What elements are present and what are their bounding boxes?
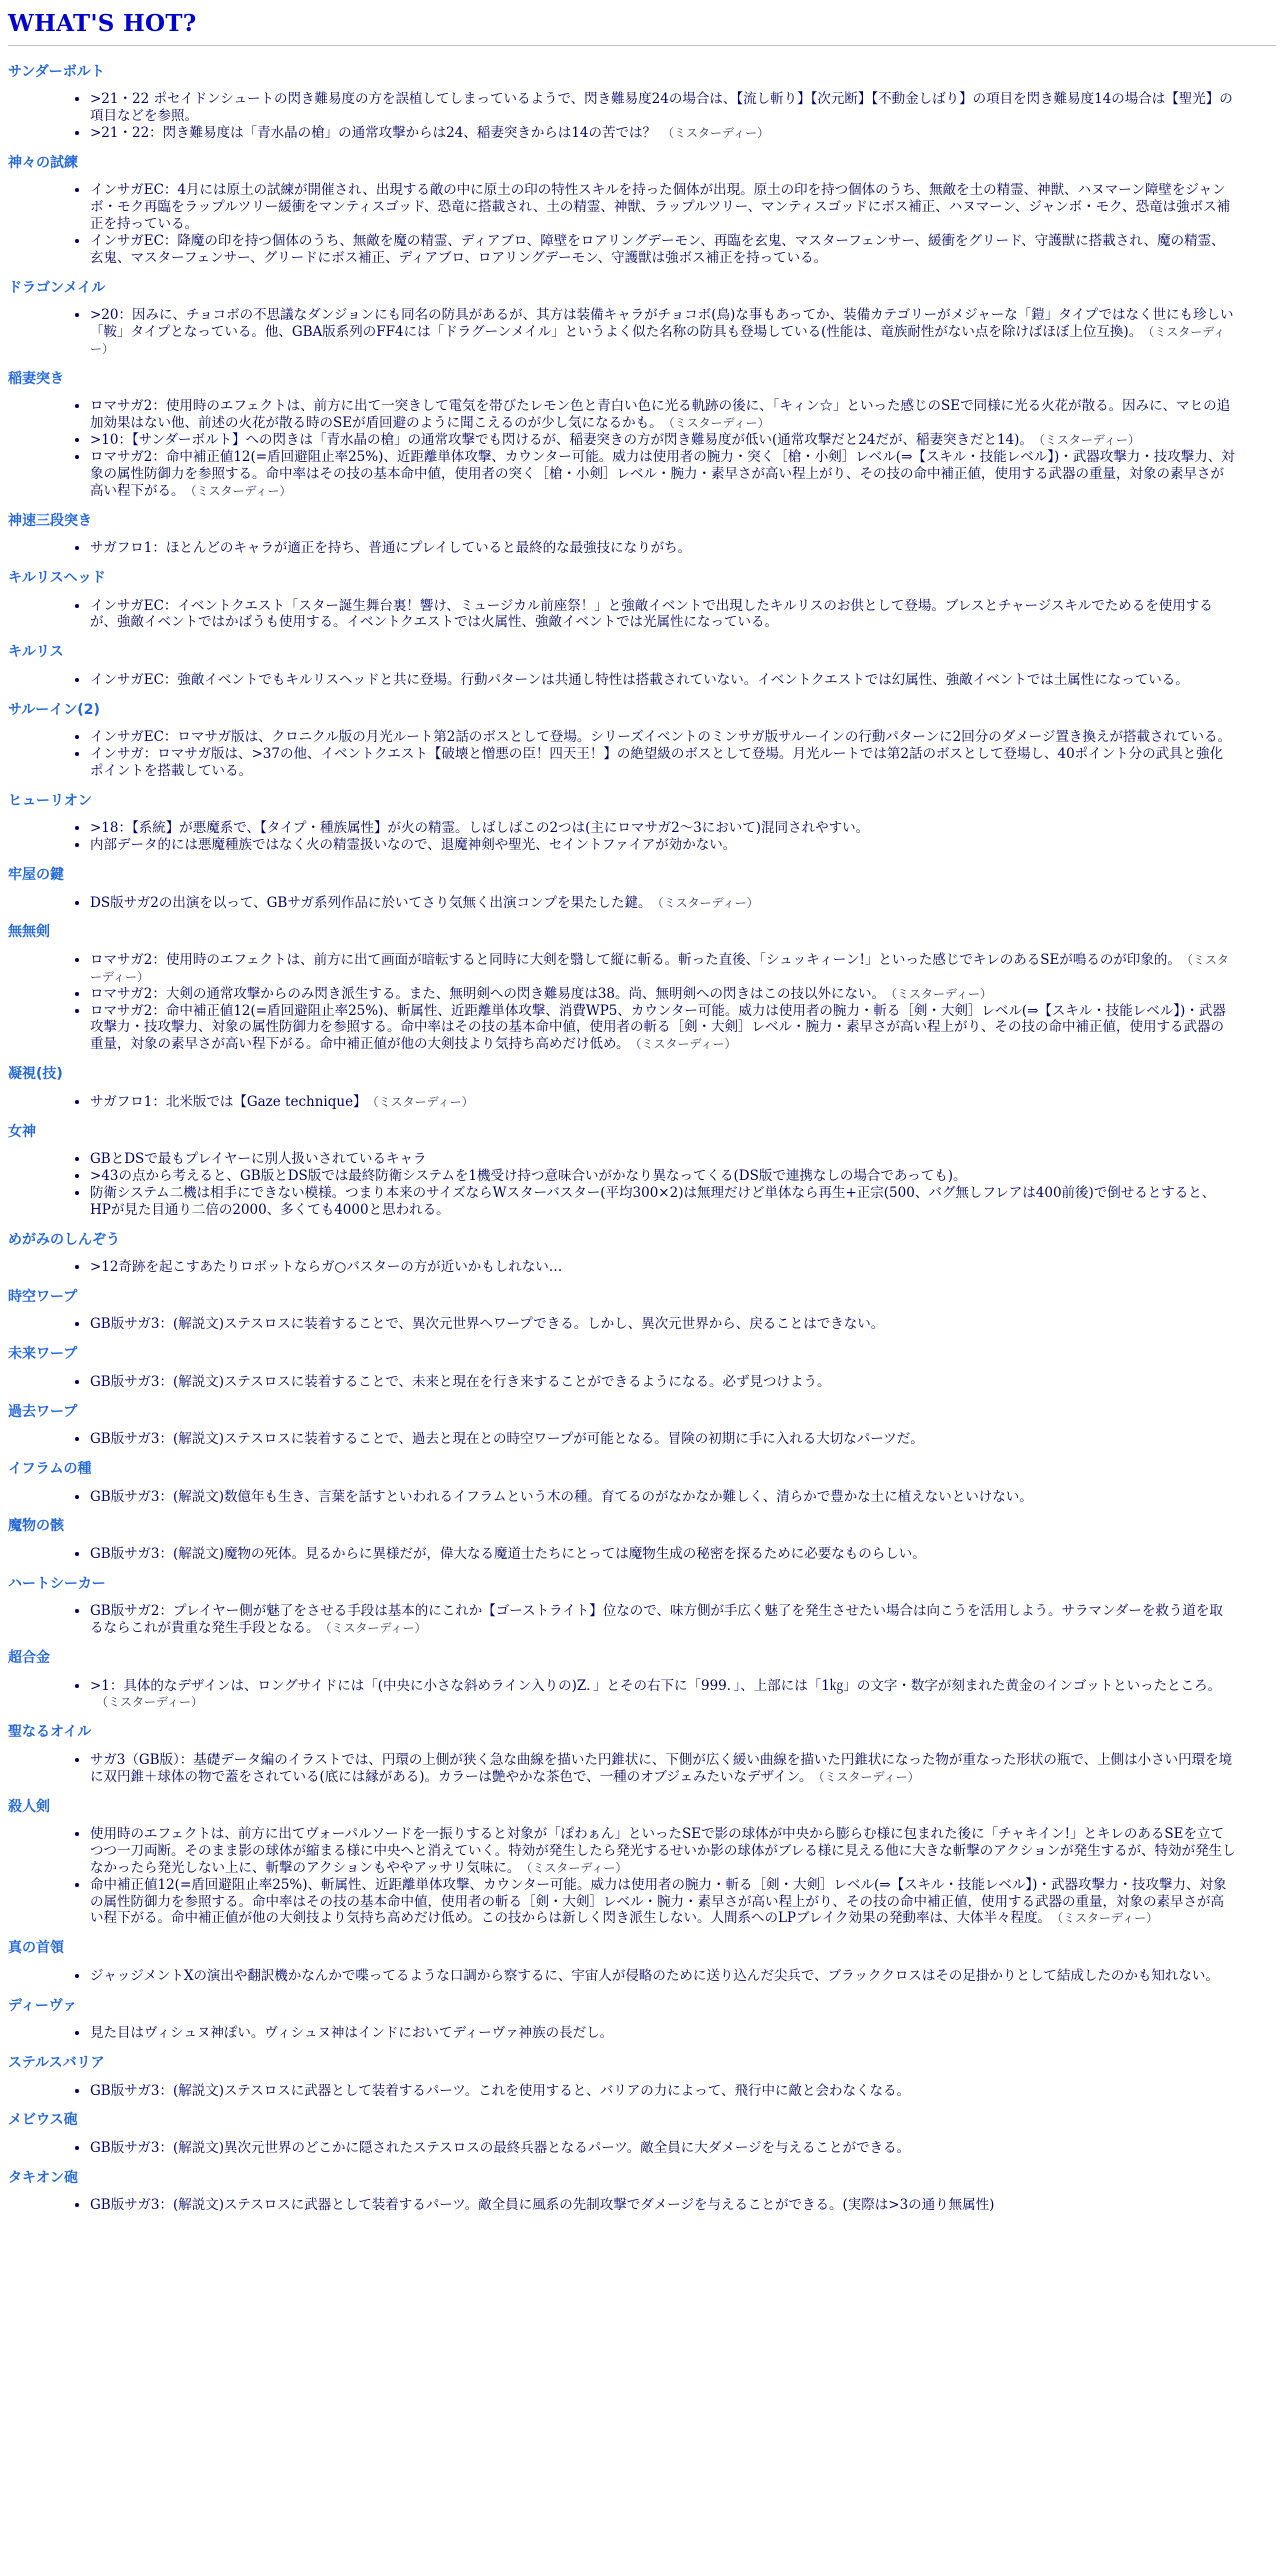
entry-signature: （ミスターディー） [818,1769,920,1784]
entry-signature: （ミスターディー） [96,1695,204,1710]
section-heading[interactable]: 過去ワープ [8,1403,78,1420]
list-item [90,182,1276,233]
list-item [90,1374,1276,1391]
list-item [90,1431,1276,1448]
entry-text: >21・22：閃き難易度は「青水晶の槍」の通常攻撃からは24、稲妻突きからは14の苦では？ [90,125,657,141]
list-item [90,1877,1276,1928]
entry-list [8,2083,1276,2100]
section [8,1576,1276,1637]
list-item [90,986,1276,1003]
entry-list [8,820,1276,854]
section [8,1799,1276,1928]
entry-list [8,1603,1276,1637]
entry-text: サガフロ1：北米版では【Gaze technique】 [90,1093,367,1110]
entry-text: ロマサガ2：命中補正値12(=盾回避阻止率25%)、近距離単体攻撃、カウンター可能。威力は使用者の腕力・突く［槍・小剣］レベル(⇒【スキル・技能レベル】)・武器攻撃力・技攻撃力、対象の属性防御力を参照する。命中率はその技の基本命中値，使用者の突く［槍・小剣］レベル・腕力・素早さが高い程上がり、その技の命中補正値，使用する武器の重量，対象の素早さが高い程下がる。 [90,449,1235,499]
entry-text: ジャッジメントXの演出や翻訳機かなんかで喋ってるような口調から察するに、宇宙人が侵略のために送り込んだ尖兵で、ブラッククロスはその足掛かりとして結成したのかも知れない。 [90,1967,1219,1984]
entry-list [8,91,1276,142]
section-heading[interactable]: 牢屋の鍵 [8,867,64,883]
entry-text: ロマサガ2：使用時のエフェクトは、前方に出て画面が暗転すると同時に大剣を翳して縦に斬る。斬った直後、「シュッキィーン!」といった感じでキレのあるSEが鳴るのが印象的。 [90,951,1181,968]
section [8,280,1276,358]
section [8,2112,1276,2156]
entry-list [8,1489,1276,1506]
section [8,1724,1276,1785]
list-item [90,540,1276,557]
entry-list [8,729,1276,780]
entry-text: サガ3（GB版）：基礎データ編のイラストでは、円環の上側が狭く急な曲線を描いた円錐状に、下側が広く緩い曲線を描いた円錐状になった物が重なった形状の瓶で、上側は小さい円環を境に双円錐＋球体の物で蓋をされている(底には縁がある)。カラーは艶やかな茶色で、一種のオブジェみたいなデザイン。 [90,1751,1233,1785]
entry-list [8,540,1276,557]
entry-text: GB版サガ2：プレイヤー側が魅了をさせる手段は基本的にこれか【ゴーストライト】位なので、味方側が手広く魅了を発生させたい場合は向こうを活用しよう。サラマンダーを救う道を取るならこれが貴重な発生手段となる。 [90,1603,1223,1637]
list-item [90,1094,1276,1111]
section-heading[interactable]: 神々の試練 [8,154,78,171]
entry-list [8,952,1276,1053]
section-heading[interactable]: サンダーボルト [8,63,105,80]
list-item [90,125,1276,142]
section-heading[interactable]: 女神 [8,1123,36,1140]
entry-list [8,1752,1276,1786]
list-item [90,1003,1276,1054]
entry-text: 見た目はヴィシュヌ神ぽい。ヴィシュヌ神はインドにおいてディーヴァ神族の長だし。 [90,2025,614,2042]
section [8,1124,1276,1219]
section [8,1998,1276,2042]
section [8,2055,1276,2099]
section-heading[interactable]: イフラムの種 [8,1461,92,1477]
entry-list [8,1431,1276,1448]
entry-text: インサガEC：4月には原土の試練が開催され、出現する敵の中に原土の印の特性スキルを持った個体が出現。原土の印を持つ個体のうち、無敵を土の精霊、神獣、ハヌマーン障壁をジャンボ・モク再臨をラップルツリー緩衝をマンティスゴッド、恐竜に搭載され、土の精霊、神獣、ラップルツリー、マンティスゴッドにボス補正、ハヌマーン、ジャンボ・モク、恐竜は強ボス補正を持っている。 [90,182,1231,233]
entry-list [8,398,1276,499]
entry-text: >21・22 ポセイドンシュートの閃き難易度の方を誤植してしまっているようで、閃き難易度24の場合は、【流し斬り】【次元断】【不動金しばり】の項目を閃き難易度14の場合は【聖光】の項目などを参照。 [90,91,1233,125]
section [8,371,1276,500]
section-heading[interactable]: 神速三段突き [8,512,92,529]
section-heading[interactable]: ハートシーカー [8,1575,106,1592]
section [8,1404,1276,1448]
entry-signature: （ミスターディー） [190,483,292,498]
list-item [90,2140,1276,2157]
entry-text: サガフロ1：ほとんどのキャラが適正を持ち、普通にプレイしていると最終的な最強技になりがち。 [90,540,692,557]
section-heading[interactable]: メビウス砲 [8,2112,78,2129]
section-heading[interactable]: 凝視(技) [8,1066,63,1083]
entry-signature: （ミスターディー） [657,895,759,910]
entry-list [8,1259,1276,1276]
entry-text: >1：具体的なデザインは、ロングサイドには「(中央に小さな斜めライン入りの)Z．」とその右下に「999．」、上部には「1㎏」の文字・数字が刻まれた黄金のインゴットといったところ。 [90,1677,1222,1694]
entry-text: >10：【サンダーボルト】への閃きは「青水晶の槍」の通常攻撃でも閃けるが、稲妻突きの方が閃き難易度が低い(通常攻撃だと24だが、稲妻突きだと14)。 [90,432,1033,449]
list-item [90,1603,1276,1637]
section [8,702,1276,780]
section-heading[interactable]: 無無剣 [8,924,50,941]
section [8,1461,1276,1505]
entry-list [8,895,1276,912]
entry-text: インサガEC：降魔の印を持つ個体のうち、無敵を魔の精霊、ディアブロ、障壁をロアリングデーモン、再臨を玄鬼、マスターフェンサー、緩衝をグリード、守護獣に搭載され、魔の精霊、玄鬼、マスターフェンサー、グリードにボス補正、ディアブロ、ロアリングデーモン、守護獣は強ボス補正を持っている。 [90,233,1225,266]
section [8,1650,1276,1711]
list-item [90,1678,1276,1712]
list-item [90,1316,1276,1333]
entry-text: GBとDSで最もプレイヤーに別人扱いされているキャラ [90,1151,427,1167]
entry-text: 命中補正値12(=盾回避阻止率25%)、斬属性、近距離単体攻撃、カウンター可能。威力は使用者の腕力・斬る［剣・大剣］レベル(⇒【スキル・技能レベル】)・武器攻撃力・技攻撃力、対象の属性防御力を参照する。命中率はその技の基本命中値，使用者の斬る［剣・大剣］レベル・腕力・素早さが高い程上がり、その技の命中補正値，使用する武器の重量，対象の素早さが高い程下がる。命中補正値が他の大剣技より気持ち高めだけ低め。この技からは新しく閃き派生しない。人間系へのLPブレイク効果の発動率は、大体半々程度。 [90,1876,1227,1927]
list-item [90,449,1276,500]
entry-signature: （ミスターディー） [891,986,993,1001]
entry-signature: （ミスターディー） [635,1037,737,1052]
entry-text: GB版サガ3：(解説文)ステスロスに武器として装着するパーツ。これを使用すると、バリアの力によって、飛行中に敵と会わなくなる。 [90,2082,910,2099]
section [8,1232,1276,1276]
entry-signature: （ミスターディー） [1057,1911,1159,1926]
section [8,2170,1276,2214]
list-item [90,1489,1276,1506]
entry-list [8,1374,1276,1391]
section-heading[interactable]: キルリスヘッド [8,570,106,586]
title-divider [8,45,1276,46]
list-item [90,952,1276,986]
entry-text: インサガEC：強敵イベントでもキルリスヘッドと共に登場。行動パターンは共通し特性は搭載されていない。イベントクエストでは幻属性、強敵イベントでは土属性になっている。 [90,671,1189,688]
list-item [90,91,1276,125]
section-heading[interactable]: 聖なるオイル [8,1724,92,1741]
list-item [90,1259,1276,1276]
entry-list [8,1316,1276,1333]
section-heading[interactable]: 魔物の骸 [8,1518,64,1535]
list-item [90,820,1276,837]
entry-list [8,2197,1276,2214]
section-heading[interactable]: 未来ワープ [8,1346,78,1363]
list-item [90,895,1276,912]
section [8,644,1276,688]
entry-signature: （ミスターディー） [372,1094,474,1109]
list-item [90,1546,1276,1563]
list-item [90,1168,1276,1185]
entry-text: ロマサガ2：使用時のエフェクトは、前方に出て一突きして電気を帯びたレモン色と青白い色に光る軌跡の後に、「キィン☆」といった感じのSEで同様に光る火花が散る。因みに、マヒの追加効果はない他、前述の火花が散る時のSEが盾回避のように聞こえるのが少し気になるかも。 [90,398,1231,432]
entry-list [8,2025,1276,2042]
entry-text: 防衛システム二機は相手にできない模様。つまり本来のサイズならWスターバスター(平均300×2)は無理だけど単体なら再生+正宗(500、バグ無しフレアは400前後)で倒せるとすると、HPが見た目通り二倍の2000、多くても4000と思われる。 [90,1184,1216,1218]
entry-list [8,1546,1276,1563]
list-item [90,1185,1276,1219]
entry-text: 内部データ的には悪魔種族ではなく火の精霊扱いなので、退魔神剣や聖光、セイントファイアが効かない。 [90,837,737,854]
entry-signature: （ミスターディー） [526,1860,628,1875]
entry-signature: （ミスターディー） [90,325,1226,356]
entry-text: GB版サガ3：(解説文)異次元世界のどこかに隠されたステスロスの最終兵器となるパーツ。敵全員に大ダメージを与えることができる。 [90,2139,910,2156]
entry-list [8,1678,1276,1712]
section [8,155,1276,267]
entry-signature: （ミスターディー） [90,952,1229,984]
list-item [90,837,1276,854]
entry-text: インサガEC：ロマサガ版は、クロニクル版の月光ルート第2話のボスとして登場。シリーズイベントのミンサガ版サルーインの行動パターンに2回分のダメージ置き換えが搭載されている。 [90,729,1231,746]
list-item [90,233,1276,267]
entry-text: GB版サガ3：(解説文)ステスロスに武器として装着するパーツ。敵全員に風系の先制攻撃でダメージを与えることができる。(実際は>3の通り無属性) [90,2197,995,2214]
list-item [90,1151,1276,1168]
section [8,1940,1276,1984]
section-heading[interactable]: ディーヴァ [8,1997,77,2014]
entry-list [8,1826,1276,1927]
entry-signature: （ミスターディー） [662,126,770,140]
list-item [90,2197,1276,2214]
section-heading[interactable]: ステルスバリア [8,2055,105,2071]
section-heading[interactable]: タキオン砲 [8,2169,78,2186]
page-title: WHAT'S HOT? [8,10,197,37]
list-item [90,2083,1276,2100]
section-heading[interactable]: キルリス [8,644,64,661]
entry-text: GB版サガ3：(解説文)ステスロスに装着することで、過去と現在との時空ワープが可能となる。冒険の初期に手に入れる大切なパーツだ。 [90,1431,924,1448]
section-heading[interactable]: サルーイン(2) [8,701,100,718]
section-heading[interactable]: 時空ワープ [8,1288,78,1305]
entry-list [8,672,1276,689]
section-heading[interactable]: 稲妻突き [8,370,64,387]
section [8,1289,1276,1333]
section [8,1346,1276,1390]
entry-text: >12奇跡を起こすあたりロボットならガ○バスターの方が近いかもしれない… [90,1259,563,1275]
entry-signature: （ミスターディー） [1038,433,1140,448]
entry-list [8,598,1276,632]
section-heading[interactable]: 真の首領 [8,1940,64,1957]
entry-text: ロマサガ2：大剣の通常攻撃からのみ閃き派生する。また、無明剣への閃き難易度は38。尚、無明剣への閃きはこの技以外にない。 [90,985,885,1002]
entry-list [8,182,1276,266]
entry-text: GB版サガ3：(解説文)ステスロスに装着することで、未来と現在を行き来することができるようになる。必ず見つけよう。 [90,1373,831,1390]
entry-list [8,1968,1276,1985]
entry-text: >18：【系統】が悪魔系で、【タイプ・種族属性】が火の精霊。しばしばこの2つは(主にロマサガ2～3において)混同されやすい。 [90,820,870,837]
section [8,64,1276,142]
entry-text: >43の点から考えると、GB版とDS版では最終防衛システムを1機受け持つ意味合いがかなり異なってくる(DS版で連携なしの場合であっても)。 [90,1167,967,1184]
list-item [90,1826,1276,1877]
entry-text: DS版サガ2の出演を以って、GBサガ系列作品に於いてさり気無く出演コンプを果たした鍵。 [90,894,652,911]
list-item [90,2025,1276,2042]
entry-text: GB版サガ3：(解説文)ステスロスに装着することで、異次元世界へワープできる。しかし、異次元世界から、戻ることはできない。 [90,1316,885,1333]
entry-text: インサガ：ロマサガ版は、>37の他、イベントクエスト【破壊と憎悪の臣！四天王！】の絶望級のボスとして登場。月光ルートでは第2話のボスとして登場し、40ポイント分の武具と強化ポイントを搭載している。 [90,746,1224,779]
list-item [90,672,1276,689]
list-item [90,729,1276,746]
entry-text: インサガEC：イベントクエスト「スター誕生舞台裏！響け、ミュージカル前座祭！」と強敵イベントで出現したキルリスのお供として登場。ブレスとチャージスキルでためるを使用するが、強敵イベントではかばうも使用する。イベントクエストでは火属性、強敵イベントでは光属性になっている。 [90,597,1213,631]
entry-list [8,1094,1276,1111]
list-item [90,432,1276,449]
section [8,793,1276,854]
section [8,570,1276,631]
section-heading[interactable]: ヒューリオン [8,792,92,809]
section [8,867,1276,911]
entry-text: GB版サガ3：(解説文)魔物の死体。見るからに異様だが，偉大なる魔道士たちにとっては魔物生成の秘密を探るために必要なものらしい。 [90,1545,926,1562]
entry-text: >20：因みに、チョコボの不思議なダンジョンにも同名の防具があるが、其方は装備キャラがチョコボ(鳥)な事もあってか、装備カテゴリーがメジャーな「鎧」タイプではなく世にも珍しい「鞍」タイプとなっている。他、GBA版系列のFF4には「ドラグーンメイル」というよく似た名称の防具も登場している(性能は、竜族耐性がない点を除けばほぼ上位互換)。 [90,307,1234,341]
entry-text: ロマサガ2：命中補正値12(=盾回避阻止率25%)、斬属性、近距離単体攻撃、消費WP5、カウンター可能。威力は使用者の腕力・斬る［剣・大剣］レベル(⇒【スキル・技能レベル】)・武器攻撃力・技攻撃力、対象の属性防御力を参照する。命中率はその技の基本命中値，使用者の斬る［剣・大剣］レベル・腕力・素早さが高い程上がり、その技の命中補正値，使用する武器の重量，対象の素早さが高い程下がる。命中補正値が他の大剣技より気持ち高めだけ低め。 [90,1002,1226,1053]
entry-list [8,1151,1276,1219]
list-item [90,598,1276,632]
entry-signature: （ミスターディー） [668,416,770,431]
section-heading[interactable]: めがみのしんぞう [8,1231,120,1248]
list-item [90,307,1276,358]
section [8,513,1276,557]
section-heading[interactable]: ドラゴンメイル [8,279,106,296]
entry-signature: （ミスターディー） [325,1621,427,1636]
list-item [90,1752,1276,1786]
list-item [90,398,1276,432]
section [8,924,1276,1053]
sections-list [8,64,1276,2214]
section-heading[interactable]: 超合金 [8,1650,50,1666]
list-item [90,1968,1276,1985]
section-heading[interactable]: 殺人剣 [8,1798,50,1815]
entry-text: GB版サガ3：(解説文)数億年も生き、言葉を話すといわれるイフラムという木の種。育てるのがなかなか難しく、清らかで豊かな土に植えないといけない。 [90,1488,1033,1505]
section [8,1066,1276,1110]
entry-list [8,307,1276,358]
section [8,1518,1276,1562]
entry-list [8,2140,1276,2157]
list-item [90,746,1276,780]
entry-text: 使用時のエフェクトは、前方に出てヴォーパルソードを一振りすると対象が「ぽわぁん」といったSEで影の球体が中央から膨らむ様に包まれた後に「チャキイン!」とキレのあるSEを立てつつ一刀両断。そのまま影の球体が縮まる様に中央へと消えていく。特効が発生したら発光するせいか影の球体がブレる様に見える他に大きな斬撃のアクションが発生するが、特効が発生しなかったら発光しない上に、斬撃のアクションもややアッサリ気味に。 [90,1826,1236,1876]
